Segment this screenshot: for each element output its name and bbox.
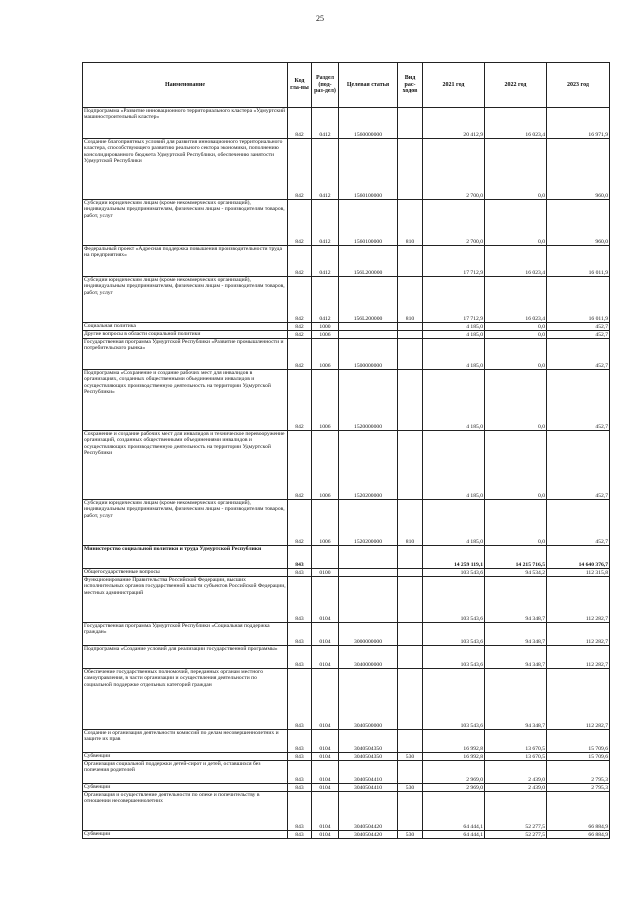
row-value-2021: 103 543,6: [423, 569, 485, 577]
table-row: [83, 546, 610, 569]
table-row: [83, 323, 610, 331]
row-name: Федеральный проект «Адресная поддержка повышения производительности труда на предприятиях»: [83, 246, 288, 277]
row-name: Субвенции: [83, 784, 288, 792]
table-row: [83, 761, 610, 784]
row-name: Субсидии юридическим лицам (кроме некоммерческих организаций), индивидуальным предпринимателям, физическим лицам - производителям товаров, работ, услуг: [83, 500, 288, 546]
row-value-2023: 16 971,9: [547, 108, 610, 139]
row-chapter-code: 842: [288, 108, 312, 139]
row-target-article: 3040504410: [339, 784, 398, 792]
row-section: 0412: [312, 139, 339, 200]
row-chapter-code: 842: [288, 339, 312, 370]
row-section: 0104: [312, 831, 339, 839]
row-section: 1000: [312, 323, 339, 331]
row-value-2022: 0,0: [485, 370, 547, 431]
row-chapter-code: 843: [288, 569, 312, 577]
row-section: 1006: [312, 500, 339, 546]
row-section: 0104: [312, 753, 339, 761]
row-chapter-code: 843: [288, 831, 312, 839]
table-row: [83, 277, 610, 323]
row-expense-type: [398, 323, 423, 331]
row-value-2022: 2 439,0: [485, 784, 547, 792]
row-expense-type: [398, 646, 423, 669]
row-value-2022: 16 023,4: [485, 246, 547, 277]
row-value-2021: 17 712,9: [423, 246, 485, 277]
row-chapter-code: 843: [288, 623, 312, 646]
row-target-article: [339, 577, 398, 623]
row-expense-type: 530: [398, 784, 423, 792]
row-section: 0104: [312, 623, 339, 646]
row-value-2022: 0,0: [485, 323, 547, 331]
row-target-article: 3040500000: [339, 669, 398, 730]
row-section: 0412: [312, 108, 339, 139]
row-value-2023: 112 282,7: [547, 623, 610, 646]
row-target-article: 3000000000: [339, 623, 398, 646]
row-target-article: [339, 331, 398, 339]
row-chapter-code: 843: [288, 792, 312, 831]
row-target-article: 1500000000: [339, 339, 398, 370]
table-row: [83, 339, 610, 370]
row-expense-type: 530: [398, 831, 423, 839]
row-chapter-code: 843: [288, 669, 312, 730]
row-target-article: 3040504420: [339, 831, 398, 839]
row-expense-type: [398, 730, 423, 753]
row-section: 0104: [312, 669, 339, 730]
row-chapter-code: 843: [288, 761, 312, 784]
header-year-2022: 2022 год: [485, 63, 547, 108]
row-section: 0104: [312, 646, 339, 669]
row-value-2021: 103 543,6: [423, 623, 485, 646]
header-row: [83, 63, 610, 108]
row-expense-type: [398, 431, 423, 500]
row-value-2023: 14 640 376,7: [547, 546, 610, 569]
row-chapter-code: 842: [288, 370, 312, 431]
row-value-2021: 17 712,9: [423, 277, 485, 323]
row-value-2021: 2 700,0: [423, 139, 485, 200]
row-value-2022: 16 023,4: [485, 108, 547, 139]
row-expense-type: [398, 669, 423, 730]
row-value-2021: 14 259 119,1: [423, 546, 485, 569]
row-value-2021: 4 185,0: [423, 339, 485, 370]
header-year-2023: 2023 год: [547, 63, 610, 108]
row-expense-type: 810: [398, 200, 423, 246]
table-row: [83, 646, 610, 669]
row-value-2022: 94 348,7: [485, 577, 547, 623]
row-value-2022: 0,0: [485, 431, 547, 500]
row-value-2022: 94 348,7: [485, 669, 547, 730]
table-row: [83, 792, 610, 831]
row-expense-type: [398, 139, 423, 200]
row-value-2023: 452,7: [547, 500, 610, 546]
row-value-2023: 452,7: [547, 339, 610, 370]
row-expense-type: 810: [398, 500, 423, 546]
row-value-2021: 16 992,8: [423, 753, 485, 761]
row-value-2022: 0,0: [485, 331, 547, 339]
row-value-2022: 0,0: [485, 500, 547, 546]
row-value-2023: 2 795,3: [547, 784, 610, 792]
row-name: Другие вопросы в области социальной политики: [83, 331, 288, 339]
row-value-2023: 112 282,7: [547, 646, 610, 669]
row-value-2021: 4 185,0: [423, 331, 485, 339]
row-target-article: 1560100000: [339, 139, 398, 200]
row-value-2023: 452,7: [547, 323, 610, 331]
row-value-2023: 66 884,9: [547, 792, 610, 831]
row-expense-type: 810: [398, 277, 423, 323]
row-name: Подпрограмма «Сохранение и создание рабочих мест для инвалидов в организациях, созданных общественными объединениями инвалидов и осуществляющих производственную деятельность на территории Удмуртской Республики»: [83, 370, 288, 431]
table-row: [83, 331, 610, 339]
row-section: 0104: [312, 577, 339, 623]
row-value-2023: 16 011,9: [547, 277, 610, 323]
row-name: Сохранение и создание рабочих мест для инвалидов и техническое перевооружение организаций, созданных общественными объединениями инвалидов и осуществляющих производственную деятельность на территории Удмуртской Республики: [83, 431, 288, 500]
row-target-article: [339, 323, 398, 331]
row-value-2023: 452,7: [547, 370, 610, 431]
table-row: [83, 569, 610, 577]
row-value-2021: 103 543,6: [423, 669, 485, 730]
table-row: [83, 831, 610, 839]
row-value-2022: 94 348,7: [485, 623, 547, 646]
row-expense-type: [398, 331, 423, 339]
table-row: [83, 431, 610, 500]
table-row: [83, 623, 610, 646]
table-row: [83, 784, 610, 792]
row-value-2021: 2 700,0: [423, 200, 485, 246]
row-expense-type: [398, 623, 423, 646]
row-value-2022: 13 670,5: [485, 753, 547, 761]
header-section: Раздел (под-раз-дел): [312, 63, 339, 108]
row-target-article: 156L200000: [339, 246, 398, 277]
row-name: Социальная политика: [83, 323, 288, 331]
row-expense-type: [398, 761, 423, 784]
row-chapter-code: 843: [288, 730, 312, 753]
row-expense-type: 530: [398, 753, 423, 761]
row-chapter-code: 842: [288, 246, 312, 277]
row-section: [312, 546, 339, 569]
row-value-2023: 960,0: [547, 200, 610, 246]
row-name: Общегосударственные вопросы: [83, 569, 288, 577]
row-value-2022: 13 670,5: [485, 730, 547, 753]
row-chapter-code: 843: [288, 753, 312, 761]
row-expense-type: [398, 577, 423, 623]
header-expense-type: Вид рас-ходов: [398, 63, 423, 108]
row-value-2021: 4 185,0: [423, 323, 485, 331]
row-value-2022: 94 348,7: [485, 646, 547, 669]
row-chapter-code: 843: [288, 546, 312, 569]
row-target-article: 3040504350: [339, 753, 398, 761]
header-chapter-code: Код гла-вы: [288, 63, 312, 108]
row-chapter-code: 842: [288, 331, 312, 339]
row-section: 0412: [312, 200, 339, 246]
row-section: 0104: [312, 761, 339, 784]
row-value-2021: 16 992,8: [423, 730, 485, 753]
row-name: Обеспечение государственных полномочий, переданных органам местного самоуправления, в части организации и осуществления деятельности по социальной поддержке отдельных категорий граждан: [83, 669, 288, 730]
row-value-2022: 94 534,2: [485, 569, 547, 577]
row-expense-type: [398, 569, 423, 577]
row-value-2023: 112 282,7: [547, 577, 610, 623]
row-expense-type: [398, 792, 423, 831]
table-row: [83, 669, 610, 730]
row-name: Организация социальной поддержки детей-сирот и детей, оставшихся без попечения родителей: [83, 761, 288, 784]
row-chapter-code: 842: [288, 431, 312, 500]
row-value-2022: 52 277,5: [485, 831, 547, 839]
row-value-2021: 64 444,1: [423, 792, 485, 831]
row-expense-type: [398, 546, 423, 569]
row-target-article: [339, 569, 398, 577]
row-target-article: 1560000000: [339, 108, 398, 139]
row-value-2021: 2 969,0: [423, 761, 485, 784]
table-row: [83, 139, 610, 200]
row-target-article: [339, 546, 398, 569]
row-value-2022: 2 439,0: [485, 761, 547, 784]
row-section: 0104: [312, 784, 339, 792]
row-target-article: 1520200000: [339, 500, 398, 546]
row-section: 1006: [312, 339, 339, 370]
row-name: Субсидии юридическим лицам (кроме некоммерческих организаций), индивидуальным предпринимателям, физическим лицам - производителям товаров, работ, услуг: [83, 200, 288, 246]
table-row: [83, 370, 610, 431]
table-row: [83, 500, 610, 546]
header-target-article: Целевая статья: [339, 63, 398, 108]
row-value-2022: 0,0: [485, 339, 547, 370]
row-chapter-code: 842: [288, 200, 312, 246]
row-value-2022: 0,0: [485, 139, 547, 200]
budget-table: [82, 62, 610, 839]
row-value-2022: 52 277,5: [485, 792, 547, 831]
row-name: Государственная программа Удмуртской Республики «Социальная поддержка граждан»: [83, 623, 288, 646]
row-target-article: 3040504350: [339, 730, 398, 753]
row-name: Функционирование Правительства Российской Федерации, высших исполнительных органов государственной власти субъектов Российской Федерации, местных администраций: [83, 577, 288, 623]
row-value-2021: 4 185,0: [423, 370, 485, 431]
row-value-2022: 0,0: [485, 200, 547, 246]
row-name: Организация и осуществление деятельности по опеке и попечительству в отношении несовершеннолетних: [83, 792, 288, 831]
row-section: 1006: [312, 370, 339, 431]
row-value-2022: 14 215 716,5: [485, 546, 547, 569]
table-row: [83, 577, 610, 623]
header-name: Наименование: [83, 63, 288, 108]
row-chapter-code: 842: [288, 323, 312, 331]
row-section: 0100: [312, 569, 339, 577]
table-row: [83, 753, 610, 761]
row-value-2021: 64 444,1: [423, 831, 485, 839]
row-target-article: 3040000000: [339, 646, 398, 669]
row-name: Подпрограмма «Создание условий для реализации государственной программы»: [83, 646, 288, 669]
row-value-2021: 4 185,0: [423, 500, 485, 546]
row-chapter-code: 842: [288, 500, 312, 546]
row-target-article: 1520200000: [339, 431, 398, 500]
row-target-article: 3040504420: [339, 792, 398, 831]
row-target-article: 3040504410: [339, 761, 398, 784]
table-row: [83, 246, 610, 277]
row-value-2023: 112 282,7: [547, 669, 610, 730]
row-expense-type: [398, 339, 423, 370]
row-name: Подпрограмма «Развитие инновационного территориального кластера «Удмуртский машиностроительный кластер»: [83, 108, 288, 139]
row-value-2021: 4 185,0: [423, 431, 485, 500]
row-name: Министерство социальной политики и труда Удмуртской Республики: [83, 546, 288, 569]
row-section: 0412: [312, 246, 339, 277]
row-chapter-code: 843: [288, 646, 312, 669]
row-expense-type: [398, 370, 423, 431]
row-chapter-code: 843: [288, 577, 312, 623]
row-chapter-code: 842: [288, 139, 312, 200]
header-year-2021: 2021 год: [423, 63, 485, 108]
row-value-2021: 103 543,6: [423, 577, 485, 623]
row-value-2021: 103 543,6: [423, 646, 485, 669]
table-row: [83, 200, 610, 246]
row-value-2023: 452,7: [547, 431, 610, 500]
row-value-2023: 2 795,3: [547, 761, 610, 784]
row-chapter-code: 843: [288, 784, 312, 792]
table-row: [83, 730, 610, 753]
row-section: 0104: [312, 730, 339, 753]
row-name: Субвенции: [83, 831, 288, 839]
row-value-2023: 112 315,8: [547, 569, 610, 577]
row-target-article: 1520000000: [339, 370, 398, 431]
row-value-2023: 452,7: [547, 331, 610, 339]
table-row: [83, 108, 610, 139]
row-expense-type: [398, 108, 423, 139]
row-value-2022: 16 023,4: [485, 277, 547, 323]
row-value-2023: 66 884,9: [547, 831, 610, 839]
row-section: 1006: [312, 331, 339, 339]
row-section: 0412: [312, 277, 339, 323]
row-expense-type: [398, 246, 423, 277]
row-name: Создание благоприятных условий для развития инновационного территориального кластера, способствующего развитию реального сектора экономики, пополнению консолидированного бюджета Удмуртской Республики, обеспечению занятости Удмуртской Республики: [83, 139, 288, 200]
row-chapter-code: 842: [288, 277, 312, 323]
row-name: Создание и организация деятельности комиссий по делам несовершеннолетних и защите их прав: [83, 730, 288, 753]
row-value-2021: 2 969,0: [423, 784, 485, 792]
row-name: Государственная программа Удмуртской Республики «Развитие промышленности и потребительского рынка»: [83, 339, 288, 370]
row-name: Субвенции: [83, 753, 288, 761]
row-target-article: 156L200000: [339, 277, 398, 323]
row-section: 1006: [312, 431, 339, 500]
row-name: Субсидии юридическим лицам (кроме некоммерческих организаций), индивидуальным предпринимателям, физическим лицам - производителям товаров, работ, услуг: [83, 277, 288, 323]
row-value-2023: 16 011,9: [547, 246, 610, 277]
row-value-2023: 15 709,6: [547, 730, 610, 753]
row-target-article: 1560100000: [339, 200, 398, 246]
page-number: 25: [316, 14, 324, 23]
row-value-2021: 20 412,9: [423, 108, 485, 139]
row-value-2023: 15 709,6: [547, 753, 610, 761]
table-body: [83, 108, 610, 839]
row-section: 0104: [312, 792, 339, 831]
row-value-2023: 960,0: [547, 139, 610, 200]
